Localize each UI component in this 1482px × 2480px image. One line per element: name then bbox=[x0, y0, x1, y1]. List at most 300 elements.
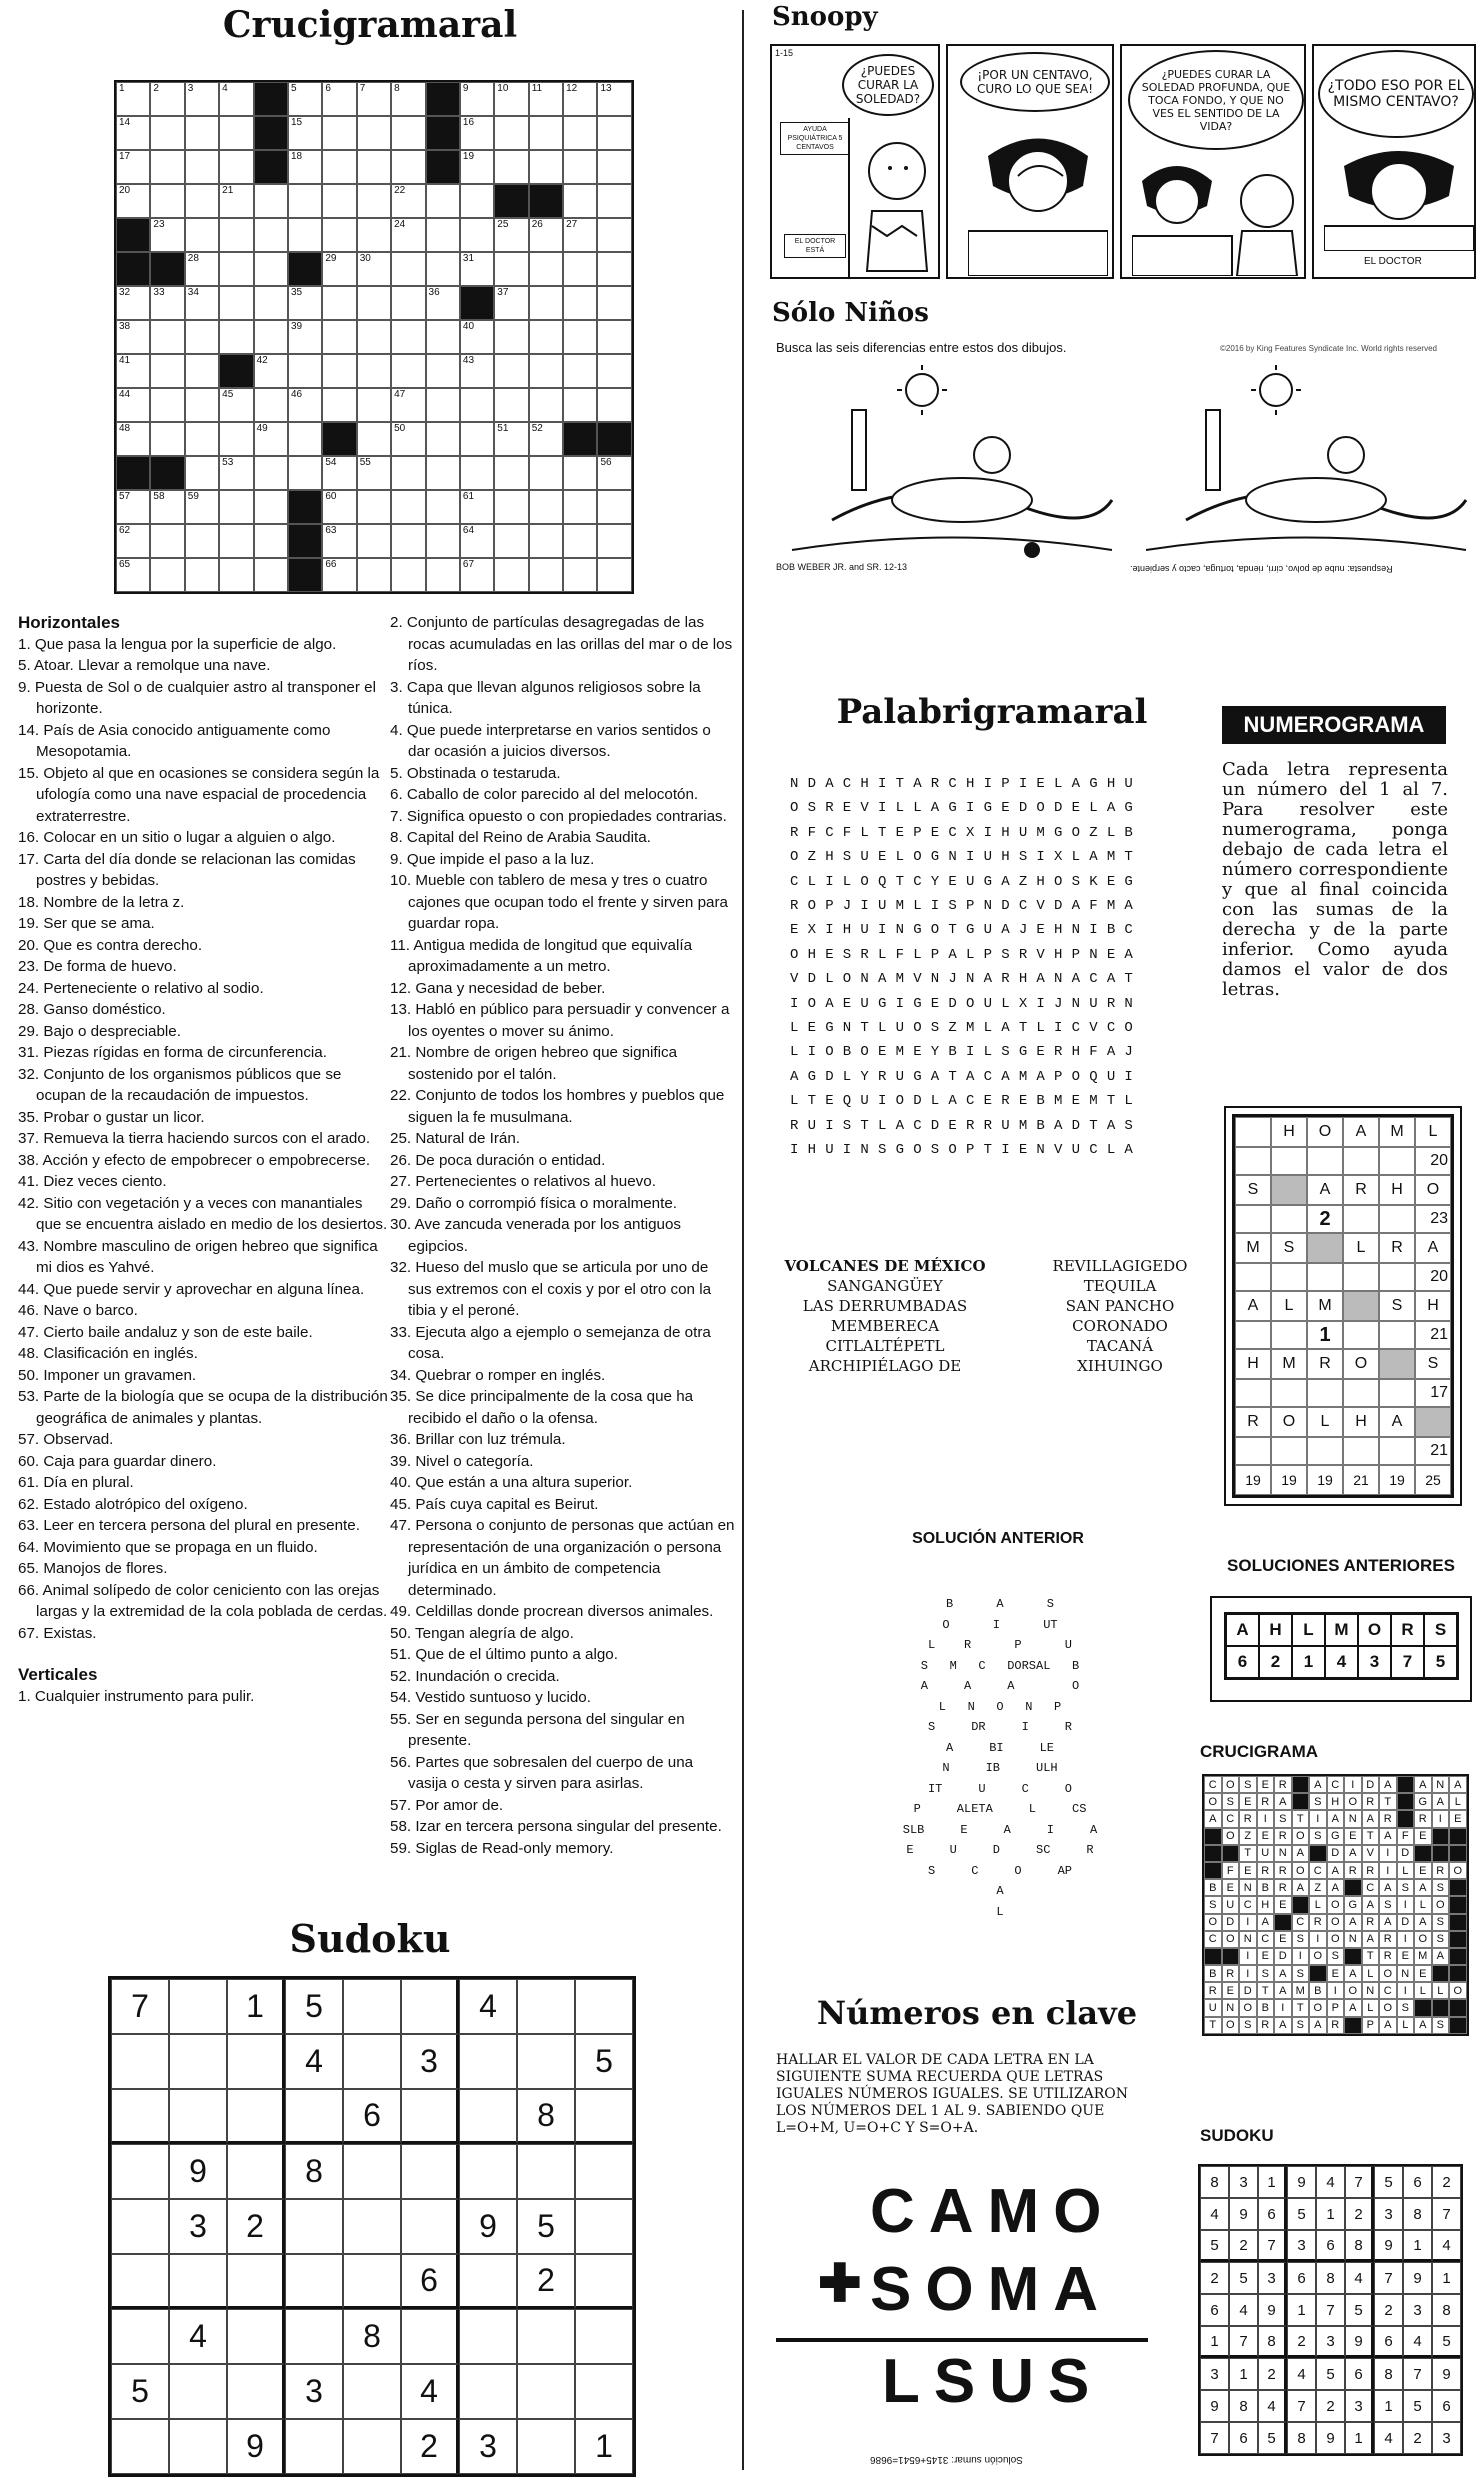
sudoku-cell[interactable]: 4 bbox=[169, 2309, 227, 2364]
crossword-cell[interactable] bbox=[322, 218, 356, 252]
sudoku-sol-cell[interactable]: 7 bbox=[1432, 2198, 1461, 2230]
crossword-cell[interactable] bbox=[597, 354, 631, 388]
numerograma-cell[interactable]: 1 bbox=[1307, 1321, 1343, 1349]
sudoku-cell[interactable] bbox=[517, 2034, 575, 2089]
crossword-cell[interactable] bbox=[460, 252, 494, 286]
numerograma-cell[interactable]: A bbox=[1379, 1407, 1415, 1437]
sudoku-sol-cell[interactable]: 8 bbox=[1229, 2390, 1258, 2422]
sudoku-sol-cell[interactable]: 4 bbox=[1287, 2358, 1316, 2390]
numerograma-cell[interactable] bbox=[1415, 1407, 1451, 1437]
crossword-cell[interactable] bbox=[254, 524, 288, 558]
sudoku-cell[interactable] bbox=[459, 2309, 517, 2364]
sudoku-cell[interactable] bbox=[401, 2144, 459, 2199]
sudoku-sol-cell[interactable]: 3 bbox=[1258, 2262, 1287, 2294]
crossword-cell[interactable] bbox=[357, 286, 391, 320]
crossword-cell[interactable] bbox=[185, 320, 219, 354]
sudoku-sol-cell[interactable]: 9 bbox=[1229, 2198, 1258, 2230]
numerograma-cell[interactable]: H bbox=[1415, 1291, 1451, 1321]
sudoku-sol-cell[interactable]: 8 bbox=[1345, 2230, 1374, 2262]
crossword-cell[interactable] bbox=[391, 558, 425, 592]
crossword-cell[interactable] bbox=[322, 320, 356, 354]
wordsearch-row[interactable]: AGDLYRUGATACAMAPOQUI bbox=[790, 1068, 1143, 1085]
sudoku-sol-cell[interactable]: 7 bbox=[1374, 2262, 1403, 2294]
crossword-cell[interactable] bbox=[150, 524, 184, 558]
crossword-cell[interactable] bbox=[185, 558, 219, 592]
crossword-cell[interactable] bbox=[563, 354, 597, 388]
sudoku-cell[interactable] bbox=[517, 2364, 575, 2419]
sudoku-sol-cell[interactable]: 5 bbox=[1432, 2326, 1461, 2358]
numerograma-cell[interactable] bbox=[1379, 1205, 1415, 1233]
crossword-cell[interactable] bbox=[185, 524, 219, 558]
crossword-cell[interactable] bbox=[597, 558, 631, 592]
sudoku-sol-cell[interactable]: 1 bbox=[1287, 2294, 1316, 2326]
numerograma-cell[interactable]: M bbox=[1271, 1349, 1307, 1379]
crossword-cell[interactable] bbox=[357, 456, 391, 490]
crossword-cell[interactable] bbox=[322, 184, 356, 218]
crossword-cell[interactable] bbox=[322, 354, 356, 388]
sudoku-cell[interactable] bbox=[459, 2254, 517, 2309]
numerograma-cell[interactable]: O bbox=[1307, 1117, 1343, 1147]
crossword-cell[interactable] bbox=[529, 82, 563, 116]
sudoku-cell[interactable] bbox=[111, 2089, 169, 2144]
sudoku-cell[interactable] bbox=[343, 2254, 401, 2309]
numerograma-cell[interactable] bbox=[1379, 1349, 1415, 1379]
wordsearch-row[interactable]: OHESRLFLPALPSRVHPNEA bbox=[790, 946, 1143, 963]
numerograma-cell[interactable] bbox=[1379, 1437, 1415, 1465]
crossword-cell[interactable] bbox=[391, 456, 425, 490]
sudoku-cell[interactable] bbox=[517, 2144, 575, 2199]
sudoku-sol-cell[interactable]: 2 bbox=[1258, 2358, 1287, 2390]
crossword-cell[interactable] bbox=[529, 558, 563, 592]
sudoku-cell[interactable]: 1 bbox=[575, 2419, 633, 2474]
crossword-cell[interactable] bbox=[494, 150, 528, 184]
crossword-cell[interactable] bbox=[185, 422, 219, 456]
sudoku-sol-cell[interactable]: 6 bbox=[1345, 2358, 1374, 2390]
sudoku-sol-cell[interactable]: 8 bbox=[1200, 2166, 1229, 2198]
sudoku-sol-cell[interactable]: 3 bbox=[1316, 2326, 1345, 2358]
sudoku-cell[interactable] bbox=[285, 2419, 343, 2474]
sudoku-cell[interactable] bbox=[169, 2034, 227, 2089]
numerograma-cell[interactable]: A bbox=[1343, 1117, 1379, 1147]
crossword-cell[interactable] bbox=[460, 524, 494, 558]
crossword-cell[interactable] bbox=[460, 388, 494, 422]
sudoku-sol-cell[interactable]: 9 bbox=[1258, 2294, 1287, 2326]
numerograma-cell[interactable]: 25 bbox=[1415, 1465, 1451, 1495]
crossword-cell[interactable] bbox=[288, 388, 322, 422]
numerograma-cell[interactable]: S bbox=[1271, 1233, 1307, 1263]
numerograma-cell[interactable] bbox=[1235, 1263, 1271, 1291]
crossword-cell[interactable] bbox=[529, 524, 563, 558]
sudoku-sol-cell[interactable]: 3 bbox=[1229, 2166, 1258, 2198]
crossword-cell[interactable] bbox=[150, 320, 184, 354]
crossword-cell[interactable] bbox=[150, 558, 184, 592]
crossword-cell[interactable] bbox=[597, 456, 631, 490]
crossword-cell[interactable] bbox=[357, 558, 391, 592]
crossword-cell[interactable] bbox=[597, 286, 631, 320]
wordsearch-row[interactable]: ROPJIUMLISPNDCVDAFMA bbox=[790, 898, 1143, 915]
crossword-cell[interactable] bbox=[288, 116, 322, 150]
sudoku-sol-cell[interactable]: 6 bbox=[1200, 2294, 1229, 2326]
numerograma-cell[interactable] bbox=[1379, 1263, 1415, 1291]
sudoku-cell[interactable] bbox=[401, 2309, 459, 2364]
crossword-cell[interactable] bbox=[529, 116, 563, 150]
crossword-cell[interactable] bbox=[357, 184, 391, 218]
sudoku-sol-cell[interactable]: 5 bbox=[1403, 2390, 1432, 2422]
sudoku-sol-cell[interactable]: 6 bbox=[1432, 2390, 1461, 2422]
sudoku-sol-cell[interactable]: 4 bbox=[1316, 2166, 1345, 2198]
crossword-cell[interactable] bbox=[494, 456, 528, 490]
sudoku-sol-cell[interactable]: 2 bbox=[1345, 2198, 1374, 2230]
crossword-cell[interactable] bbox=[494, 524, 528, 558]
sudoku-sol-cell[interactable]: 1 bbox=[1345, 2422, 1374, 2454]
sudoku-cell[interactable]: 8 bbox=[517, 2089, 575, 2144]
crossword-cell[interactable] bbox=[391, 320, 425, 354]
sudoku-cell[interactable] bbox=[169, 1979, 227, 2034]
numerograma-cell[interactable] bbox=[1271, 1321, 1307, 1349]
crossword-cell[interactable] bbox=[494, 354, 528, 388]
crossword-cell[interactable] bbox=[563, 116, 597, 150]
crossword-cell[interactable] bbox=[322, 252, 356, 286]
sudoku-sol-cell[interactable]: 7 bbox=[1229, 2326, 1258, 2358]
wordsearch-row[interactable]: LTEQUIODLACEREBMEMTL bbox=[790, 1093, 1143, 1110]
crossword-cell[interactable] bbox=[460, 82, 494, 116]
sudoku-cell[interactable]: 3 bbox=[169, 2199, 227, 2254]
crossword-cell[interactable] bbox=[322, 558, 356, 592]
crossword-cell[interactable] bbox=[185, 218, 219, 252]
crossword-cell[interactable] bbox=[116, 422, 150, 456]
sudoku-sol-cell[interactable]: 6 bbox=[1287, 2262, 1316, 2294]
crossword-cell[interactable] bbox=[219, 490, 253, 524]
numerograma-cell[interactable]: H bbox=[1235, 1349, 1271, 1379]
crossword-cell[interactable] bbox=[185, 116, 219, 150]
wordsearch-row[interactable]: LIOBOEMEYBILSGERHFAJ bbox=[790, 1044, 1143, 1061]
sudoku-sol-cell[interactable]: 2 bbox=[1316, 2390, 1345, 2422]
crossword-cell[interactable] bbox=[563, 82, 597, 116]
sudoku-cell[interactable]: 6 bbox=[343, 2089, 401, 2144]
sudoku-cell[interactable] bbox=[111, 2034, 169, 2089]
crossword-cell[interactable] bbox=[185, 490, 219, 524]
crossword-cell[interactable] bbox=[563, 320, 597, 354]
crossword-cell[interactable] bbox=[322, 456, 356, 490]
crossword-cell[interactable] bbox=[219, 184, 253, 218]
sudoku-sol-cell[interactable]: 1 bbox=[1403, 2230, 1432, 2262]
crossword-cell[interactable] bbox=[357, 116, 391, 150]
crossword-cell[interactable] bbox=[185, 150, 219, 184]
crossword-cell[interactable] bbox=[116, 354, 150, 388]
sudoku-cell[interactable] bbox=[575, 2309, 633, 2364]
wordsearch-row[interactable]: LEGNTLUOSZMLATLICVCO bbox=[790, 1020, 1143, 1037]
numerograma-cell[interactable]: M bbox=[1235, 1233, 1271, 1263]
sudoku-cell[interactable] bbox=[169, 2254, 227, 2309]
crossword-cell[interactable] bbox=[116, 558, 150, 592]
numerograma-cell[interactable] bbox=[1235, 1117, 1271, 1147]
numerograma-cell[interactable]: R bbox=[1307, 1349, 1343, 1379]
numerograma-cell[interactable]: O bbox=[1271, 1407, 1307, 1437]
sudoku-cell[interactable] bbox=[111, 2144, 169, 2199]
crossword-cell[interactable] bbox=[494, 252, 528, 286]
sudoku-sol-cell[interactable]: 4 bbox=[1345, 2262, 1374, 2294]
sudoku-cell[interactable]: 6 bbox=[401, 2254, 459, 2309]
crossword-cell[interactable] bbox=[150, 218, 184, 252]
crossword-cell[interactable] bbox=[219, 558, 253, 592]
crossword-cell[interactable] bbox=[597, 252, 631, 286]
crossword-cell[interactable] bbox=[357, 354, 391, 388]
crossword-cell[interactable] bbox=[391, 524, 425, 558]
crossword-cell[interactable] bbox=[150, 116, 184, 150]
sudoku-sol-cell[interactable]: 3 bbox=[1403, 2294, 1432, 2326]
sudoku-sol-cell[interactable]: 1 bbox=[1200, 2326, 1229, 2358]
sudoku-cell[interactable] bbox=[459, 2034, 517, 2089]
numerograma-cell[interactable]: 19 bbox=[1271, 1465, 1307, 1495]
sudoku-sol-cell[interactable]: 8 bbox=[1316, 2262, 1345, 2294]
wordsearch-row[interactable]: EXIHUINGOTGUAJEHNIBC bbox=[790, 922, 1143, 939]
wordsearch-row[interactable]: CLILOQTCYEUGAZHOSKEG bbox=[790, 873, 1143, 890]
crossword-cell[interactable] bbox=[254, 490, 288, 524]
sudoku-cell[interactable]: 5 bbox=[285, 1979, 343, 2034]
sudoku-sol-cell[interactable]: 5 bbox=[1229, 2262, 1258, 2294]
crossword-cell[interactable] bbox=[563, 388, 597, 422]
numerograma-cell[interactable] bbox=[1235, 1437, 1271, 1465]
sudoku-cell[interactable] bbox=[575, 2364, 633, 2419]
sudoku-sol-cell[interactable]: 7 bbox=[1345, 2166, 1374, 2198]
wordsearch-row[interactable]: OZHSUELOGNIUHSIXLAMT bbox=[790, 849, 1143, 866]
crossword-cell[interactable] bbox=[219, 218, 253, 252]
crossword-cell[interactable] bbox=[597, 116, 631, 150]
crossword-cell[interactable] bbox=[494, 320, 528, 354]
numerograma-cell[interactable]: R bbox=[1235, 1407, 1271, 1437]
crossword-cell[interactable] bbox=[322, 490, 356, 524]
crossword-cell[interactable] bbox=[288, 184, 322, 218]
numerograma-grid[interactable] bbox=[1232, 1114, 1454, 1498]
numerograma-cell[interactable] bbox=[1271, 1437, 1307, 1465]
numerograma-cell[interactable]: O bbox=[1343, 1349, 1379, 1379]
crossword-cell[interactable] bbox=[219, 252, 253, 286]
sudoku-sol-cell[interactable]: 4 bbox=[1403, 2326, 1432, 2358]
numerograma-cell[interactable] bbox=[1343, 1379, 1379, 1407]
numerograma-cell[interactable] bbox=[1235, 1321, 1271, 1349]
numerograma-cell[interactable] bbox=[1271, 1147, 1307, 1175]
crossword-cell[interactable] bbox=[494, 82, 528, 116]
numerograma-cell[interactable]: 2 bbox=[1307, 1205, 1343, 1233]
sudoku-sol-cell[interactable]: 1 bbox=[1432, 2262, 1461, 2294]
sudoku-sol-cell[interactable]: 2 bbox=[1287, 2326, 1316, 2358]
crossword-cell[interactable] bbox=[460, 490, 494, 524]
sudoku-sol-cell[interactable]: 1 bbox=[1258, 2166, 1287, 2198]
numerograma-cell[interactable] bbox=[1343, 1263, 1379, 1291]
crossword-cell[interactable] bbox=[322, 388, 356, 422]
crossword-cell[interactable] bbox=[288, 456, 322, 490]
sudoku-sol-cell[interactable]: 9 bbox=[1432, 2358, 1461, 2390]
sudoku-sol-cell[interactable]: 1 bbox=[1229, 2358, 1258, 2390]
crossword-cell[interactable] bbox=[529, 354, 563, 388]
sudoku-sol-cell[interactable]: 3 bbox=[1200, 2358, 1229, 2390]
sudoku-cell[interactable] bbox=[169, 2364, 227, 2419]
crossword-cell[interactable] bbox=[494, 286, 528, 320]
numerograma-cell[interactable]: R bbox=[1379, 1233, 1415, 1263]
sudoku-sol-cell[interactable]: 3 bbox=[1432, 2422, 1461, 2454]
crossword-cell[interactable] bbox=[357, 524, 391, 558]
crossword-cell[interactable] bbox=[116, 184, 150, 218]
crossword-cell[interactable] bbox=[322, 524, 356, 558]
sudoku-sol-cell[interactable]: 1 bbox=[1316, 2198, 1345, 2230]
sudoku-sol-cell[interactable]: 7 bbox=[1258, 2230, 1287, 2262]
numerograma-cell[interactable]: A bbox=[1415, 1233, 1451, 1263]
wordsearch-row[interactable]: RUISTLACDERRUMBADTAS bbox=[790, 1117, 1143, 1134]
sudoku-cell[interactable] bbox=[575, 2199, 633, 2254]
crossword-cell[interactable] bbox=[391, 286, 425, 320]
crossword-cell[interactable] bbox=[150, 354, 184, 388]
sudoku-cell[interactable]: 5 bbox=[517, 2199, 575, 2254]
crossword-cell[interactable] bbox=[185, 456, 219, 490]
numerograma-cell[interactable]: M bbox=[1307, 1291, 1343, 1321]
crossword-cell[interactable] bbox=[529, 150, 563, 184]
sudoku-sol-cell[interactable]: 2 bbox=[1432, 2166, 1461, 2198]
sudoku-cell[interactable] bbox=[517, 2419, 575, 2474]
sudoku-cell[interactable]: 1 bbox=[227, 1979, 285, 2034]
sudoku-cell[interactable] bbox=[111, 2309, 169, 2364]
sudoku-sol-cell[interactable]: 1 bbox=[1374, 2390, 1403, 2422]
numerograma-cell[interactable] bbox=[1379, 1321, 1415, 1349]
crossword-cell[interactable] bbox=[254, 388, 288, 422]
numerograma-cell[interactable]: 17 bbox=[1415, 1379, 1451, 1407]
crossword-cell[interactable] bbox=[597, 320, 631, 354]
crossword-cell[interactable] bbox=[391, 82, 425, 116]
numerograma-cell[interactable] bbox=[1343, 1321, 1379, 1349]
sudoku-sol-cell[interactable]: 5 bbox=[1200, 2230, 1229, 2262]
crossword-cell[interactable] bbox=[426, 490, 460, 524]
sudoku-sol-cell[interactable]: 3 bbox=[1287, 2230, 1316, 2262]
numerograma-cell[interactable]: L bbox=[1307, 1407, 1343, 1437]
crossword-cell[interactable] bbox=[116, 524, 150, 558]
numerograma-cell[interactable]: 21 bbox=[1343, 1465, 1379, 1495]
crossword-cell[interactable] bbox=[357, 422, 391, 456]
crossword-cell[interactable] bbox=[219, 524, 253, 558]
sudoku-cell[interactable]: 4 bbox=[285, 2034, 343, 2089]
sudoku-cell[interactable] bbox=[285, 2309, 343, 2364]
crossword-cell[interactable] bbox=[460, 184, 494, 218]
sudoku-cell[interactable] bbox=[575, 2089, 633, 2144]
crossword-cell[interactable] bbox=[529, 252, 563, 286]
sudoku-sol-cell[interactable]: 6 bbox=[1374, 2326, 1403, 2358]
sudoku-sol-cell[interactable]: 7 bbox=[1287, 2390, 1316, 2422]
numerograma-cell[interactable] bbox=[1235, 1205, 1271, 1233]
numerograma-cell[interactable]: R bbox=[1343, 1175, 1379, 1205]
numerograma-cell[interactable]: 21 bbox=[1415, 1321, 1451, 1349]
crossword-cell[interactable] bbox=[254, 320, 288, 354]
sudoku-cell[interactable]: 3 bbox=[285, 2364, 343, 2419]
crossword-cell[interactable] bbox=[426, 218, 460, 252]
sudoku-sol-cell[interactable]: 7 bbox=[1200, 2422, 1229, 2454]
crossword-cell[interactable] bbox=[563, 184, 597, 218]
crossword-cell[interactable] bbox=[563, 558, 597, 592]
crossword-cell[interactable] bbox=[460, 422, 494, 456]
sudoku-sol-cell[interactable]: 7 bbox=[1403, 2358, 1432, 2390]
crossword-cell[interactable] bbox=[185, 82, 219, 116]
sudoku-sol-cell[interactable]: 8 bbox=[1258, 2326, 1287, 2358]
numerograma-cell[interactable] bbox=[1343, 1205, 1379, 1233]
sudoku-cell[interactable] bbox=[343, 2364, 401, 2419]
sudoku-sol-cell[interactable]: 8 bbox=[1403, 2198, 1432, 2230]
numerograma-cell[interactable] bbox=[1307, 1233, 1343, 1263]
crossword-cell[interactable] bbox=[116, 150, 150, 184]
crossword-cell[interactable] bbox=[563, 490, 597, 524]
sudoku-sol-cell[interactable]: 4 bbox=[1258, 2390, 1287, 2422]
sudoku-cell[interactable] bbox=[227, 2309, 285, 2364]
crossword-cell[interactable] bbox=[288, 320, 322, 354]
crossword-cell[interactable] bbox=[426, 286, 460, 320]
sudoku-sol-cell[interactable]: 5 bbox=[1287, 2198, 1316, 2230]
sudoku-cell[interactable] bbox=[111, 2419, 169, 2474]
sudoku-sol-cell[interactable]: 5 bbox=[1316, 2358, 1345, 2390]
sudoku-cell[interactable]: 4 bbox=[401, 2364, 459, 2419]
crossword-cell[interactable] bbox=[426, 252, 460, 286]
sudoku-sol-cell[interactable]: 5 bbox=[1345, 2294, 1374, 2326]
crossword-cell[interactable] bbox=[391, 422, 425, 456]
numerograma-cell[interactable] bbox=[1271, 1205, 1307, 1233]
crossword-cell[interactable] bbox=[150, 422, 184, 456]
sudoku-cell[interactable]: 9 bbox=[459, 2199, 517, 2254]
sudoku-sol-cell[interactable]: 4 bbox=[1374, 2422, 1403, 2454]
crossword-cell[interactable] bbox=[391, 218, 425, 252]
numerograma-cell[interactable] bbox=[1271, 1263, 1307, 1291]
crossword-grid[interactable] bbox=[114, 80, 634, 594]
numerograma-cell[interactable]: S bbox=[1415, 1349, 1451, 1379]
sudoku-cell[interactable] bbox=[401, 2089, 459, 2144]
numerograma-cell[interactable]: H bbox=[1379, 1175, 1415, 1205]
numerograma-cell[interactable]: S bbox=[1379, 1291, 1415, 1321]
crossword-cell[interactable] bbox=[426, 388, 460, 422]
sudoku-sol-cell[interactable]: 9 bbox=[1403, 2262, 1432, 2294]
crossword-cell[interactable] bbox=[322, 150, 356, 184]
crossword-cell[interactable] bbox=[460, 558, 494, 592]
sudoku-sol-cell[interactable]: 9 bbox=[1345, 2326, 1374, 2358]
crossword-cell[interactable] bbox=[357, 252, 391, 286]
numerograma-cell[interactable]: H bbox=[1343, 1407, 1379, 1437]
crossword-cell[interactable] bbox=[254, 218, 288, 252]
crossword-cell[interactable] bbox=[597, 184, 631, 218]
numerograma-cell[interactable]: 20 bbox=[1415, 1263, 1451, 1291]
numerograma-cell[interactable] bbox=[1379, 1147, 1415, 1175]
sudoku-sol-cell[interactable]: 6 bbox=[1229, 2422, 1258, 2454]
crossword-cell[interactable] bbox=[116, 286, 150, 320]
numerograma-cell[interactable] bbox=[1343, 1147, 1379, 1175]
crossword-cell[interactable] bbox=[597, 524, 631, 558]
crossword-cell[interactable] bbox=[357, 320, 391, 354]
sudoku-cell[interactable]: 8 bbox=[343, 2309, 401, 2364]
sudoku-cell[interactable] bbox=[343, 2144, 401, 2199]
crossword-cell[interactable] bbox=[529, 286, 563, 320]
numerograma-cell[interactable] bbox=[1235, 1379, 1271, 1407]
sudoku-cell[interactable]: 5 bbox=[111, 2364, 169, 2419]
numerograma-cell[interactable]: M bbox=[1379, 1117, 1415, 1147]
crossword-cell[interactable] bbox=[426, 184, 460, 218]
crossword-cell[interactable] bbox=[254, 184, 288, 218]
wordsearch-row[interactable]: IHUINSGOSOPTIENVUCLA bbox=[790, 1142, 1143, 1159]
crossword-cell[interactable] bbox=[254, 354, 288, 388]
crossword-cell[interactable] bbox=[529, 218, 563, 252]
sudoku-cell[interactable] bbox=[517, 2309, 575, 2364]
sudoku-cell[interactable] bbox=[111, 2199, 169, 2254]
crossword-cell[interactable] bbox=[322, 286, 356, 320]
crossword-cell[interactable] bbox=[597, 490, 631, 524]
sudoku-sol-cell[interactable]: 2 bbox=[1200, 2262, 1229, 2294]
crossword-cell[interactable] bbox=[150, 184, 184, 218]
sudoku-sol-cell[interactable]: 4 bbox=[1229, 2294, 1258, 2326]
numerograma-cell[interactable] bbox=[1307, 1379, 1343, 1407]
numerograma-cell[interactable] bbox=[1307, 1263, 1343, 1291]
numerograma-cell[interactable]: 21 bbox=[1415, 1437, 1451, 1465]
crossword-cell[interactable] bbox=[150, 388, 184, 422]
